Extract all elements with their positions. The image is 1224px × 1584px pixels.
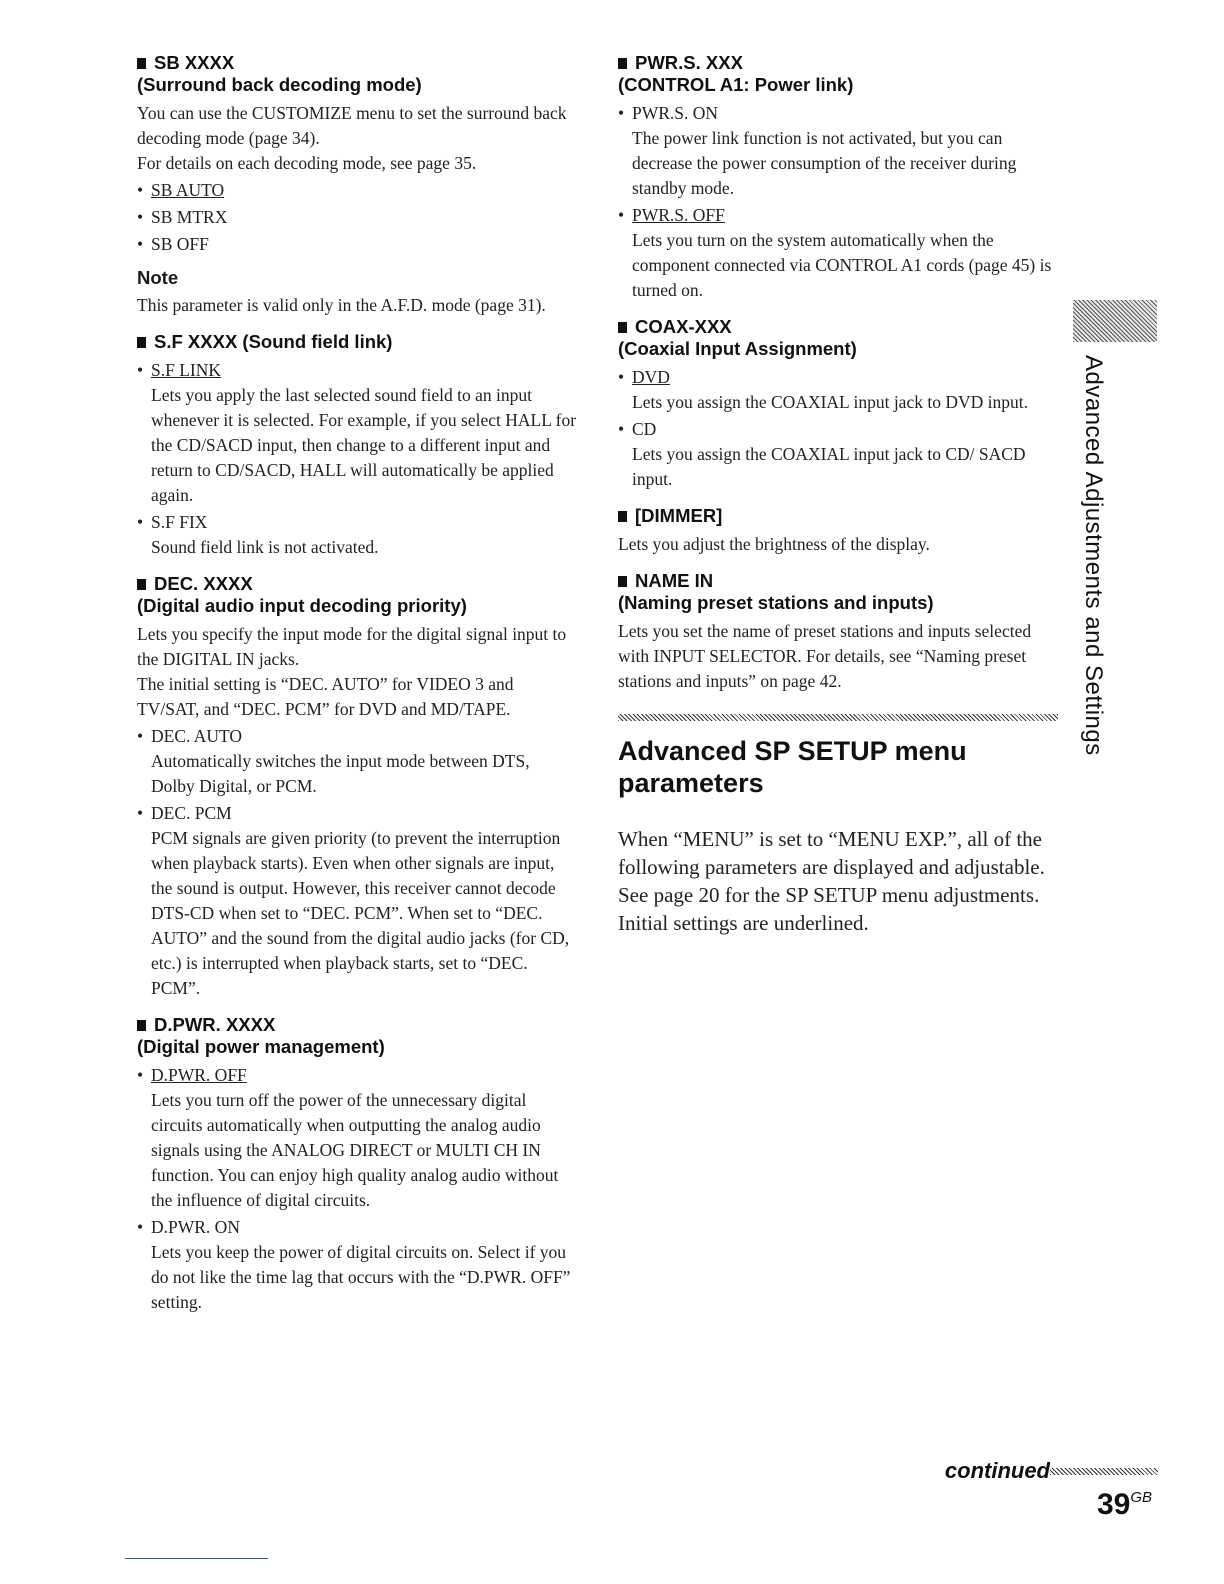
option-item: • SB OFF <box>137 232 577 257</box>
left-column <box>137 52 577 1328</box>
section-subtitle: (CONTROL A1: Power link) <box>618 74 854 95</box>
advanced-setup-heading: Advanced SP SETUP menu parameters <box>618 736 967 798</box>
intro-paragraph: When “MENU” is set to “MENU EXP.”, all of the following parameters are displayed and adjustable. <box>618 827 1045 879</box>
note-text: This parameter is valid only in the A.F.D. mode (page 31). <box>137 295 546 315</box>
chapter-tab-marker <box>1073 300 1157 342</box>
option-item: • S.F FIX <box>137 510 577 535</box>
paragraph: The initial setting is “DEC. AUTO” for VIDEO 3 and TV/SAT, and “DEC. PCM” for DVD and MD/TAPE. <box>137 674 514 719</box>
section-subtitle: (Naming preset stations and inputs) <box>618 592 934 613</box>
chapter-side-label: Advanced Adjustments and Settings <box>1080 355 1107 756</box>
option-item: • PWR.S. OFF <box>618 203 1058 228</box>
right-column <box>618 52 1058 937</box>
section-title: PWR.S. XXX <box>618 52 1058 74</box>
continued-label: continued <box>944 1458 1050 1483</box>
option-item: • DEC. AUTO <box>137 724 577 749</box>
section-title: DEC. XXXX <box>137 573 577 595</box>
section-name-in <box>618 570 1058 694</box>
section-subtitle: (Coaxial Input Assignment) <box>618 338 857 359</box>
paragraph: Lets you adjust the brightness of the display. <box>618 534 930 554</box>
section-subtitle: (Digital power management) <box>137 1036 385 1057</box>
option-description: Lets you turn off the power of the unnecessary digital circuits automatically when outputting the analog audio signals using the ANALOG DIRECT or MULTI CH IN function. You can enjoy high quality analog audio without the influence of digital circuits. <box>151 1090 559 1210</box>
section-dimmer <box>618 505 1058 557</box>
note-heading: Note <box>137 267 179 288</box>
square-bullet-icon <box>137 337 146 348</box>
page-number: $39^{GB}$ <box>1096 1488 1152 1521</box>
continued-footer <box>945 1458 1158 1484</box>
option-item: • DEC. PCM <box>137 801 577 826</box>
option-description: Sound field link is not activated. <box>151 537 379 557</box>
section-title: COAX-XXX <box>618 316 1058 338</box>
section-title: D.PWR. XXXX <box>137 1014 577 1036</box>
option-description: The power link function is not activated, but you can decrease the power consumption of the receiver during standby mode. <box>632 128 1017 198</box>
section-title: S.F XXXX (Sound field link) <box>137 331 577 353</box>
option-item: • D.PWR. OFF <box>137 1063 577 1088</box>
paragraph: Lets you set the name of preset stations and inputs selected with INPUT SELECTOR. For details, see “Naming preset stations and inputs” on page 42. <box>618 621 1032 691</box>
section-subtitle: (Surround back decoding mode) <box>137 74 422 95</box>
page-suffix: GB <box>1130 1489 1152 1506</box>
section-coax <box>618 316 1058 492</box>
square-bullet-icon <box>137 579 146 590</box>
section-dpwr <box>137 1014 577 1315</box>
option-item: • D.PWR. ON <box>137 1215 577 1240</box>
square-bullet-icon <box>618 576 627 587</box>
paragraph: Lets you specify the input mode for the digital signal input to the DIGITAL IN jacks. <box>137 624 567 669</box>
paragraph: You can use the CUSTOMIZE menu to set the surround back decoding mode (page 34). <box>137 103 567 148</box>
option-item: • SB AUTO <box>137 178 577 203</box>
section-dec <box>137 573 577 1001</box>
option-item: • S.F LINK <box>137 358 577 383</box>
paragraph: For details on each decoding mode, see page 35. <box>137 153 477 173</box>
section-title: SB XXXX <box>137 52 577 74</box>
hatched-divider <box>618 714 1058 721</box>
bottom-rule <box>125 1558 268 1559</box>
intro-paragraph: See page 20 for the SP SETUP menu adjustments. Initial settings are underlined. <box>618 883 1040 935</box>
option-description: Lets you apply the last selected sound field to an input whenever it is selected. For example, if you select HALL for the CD/SACD input, then change to a different input and return to CD/SACD, HALL will automatically be applied again. <box>151 385 577 505</box>
continued-hatch <box>1050 1468 1158 1475</box>
option-description: Lets you turn on the system automatically when the component connected via CONTROL A1 cords (page 45) is turned on. <box>632 230 1052 300</box>
square-bullet-icon <box>618 58 627 69</box>
option-item: • SB MTRX <box>137 205 577 230</box>
section-title: [DIMMER] <box>618 505 1058 527</box>
square-bullet-icon <box>137 58 146 69</box>
option-description: Lets you assign the COAXIAL input jack to CD/ SACD input. <box>632 444 1026 489</box>
section-pwrs <box>618 52 1058 303</box>
square-bullet-icon <box>137 1020 146 1031</box>
option-description: Automatically switches the input mode between DTS, Dolby Digital, or PCM. <box>151 751 530 796</box>
option-description: Lets you assign the COAXIAL input jack to DVD input. <box>632 392 1028 412</box>
square-bullet-icon <box>618 511 627 522</box>
section-title: NAME IN <box>618 570 1058 592</box>
option-item: • DVD <box>618 365 1058 390</box>
square-bullet-icon <box>618 322 627 333</box>
option-item: • CD <box>618 417 1058 442</box>
option-description: PCM signals are given priority (to prevent the interruption when playback starts). Even when other signals are input, the sound is output. However, this receiver cannot decode DTS-CD when set to “DEC. PCM”. When set to “DEC. AUTO” and the sound from the digital audio jacks (for CD, etc.) is interrupted when playback starts, set to “DEC. PCM”. <box>151 828 570 998</box>
section-subtitle: (Digital audio input decoding priority) <box>137 595 467 616</box>
section-sb <box>137 52 577 318</box>
option-item: • PWR.S. ON <box>618 101 1058 126</box>
section-sf <box>137 331 577 560</box>
option-description: Lets you keep the power of digital circuits on. Select if you do not like the time lag that occurs with the “D.PWR. OFF” setting. <box>151 1242 571 1312</box>
